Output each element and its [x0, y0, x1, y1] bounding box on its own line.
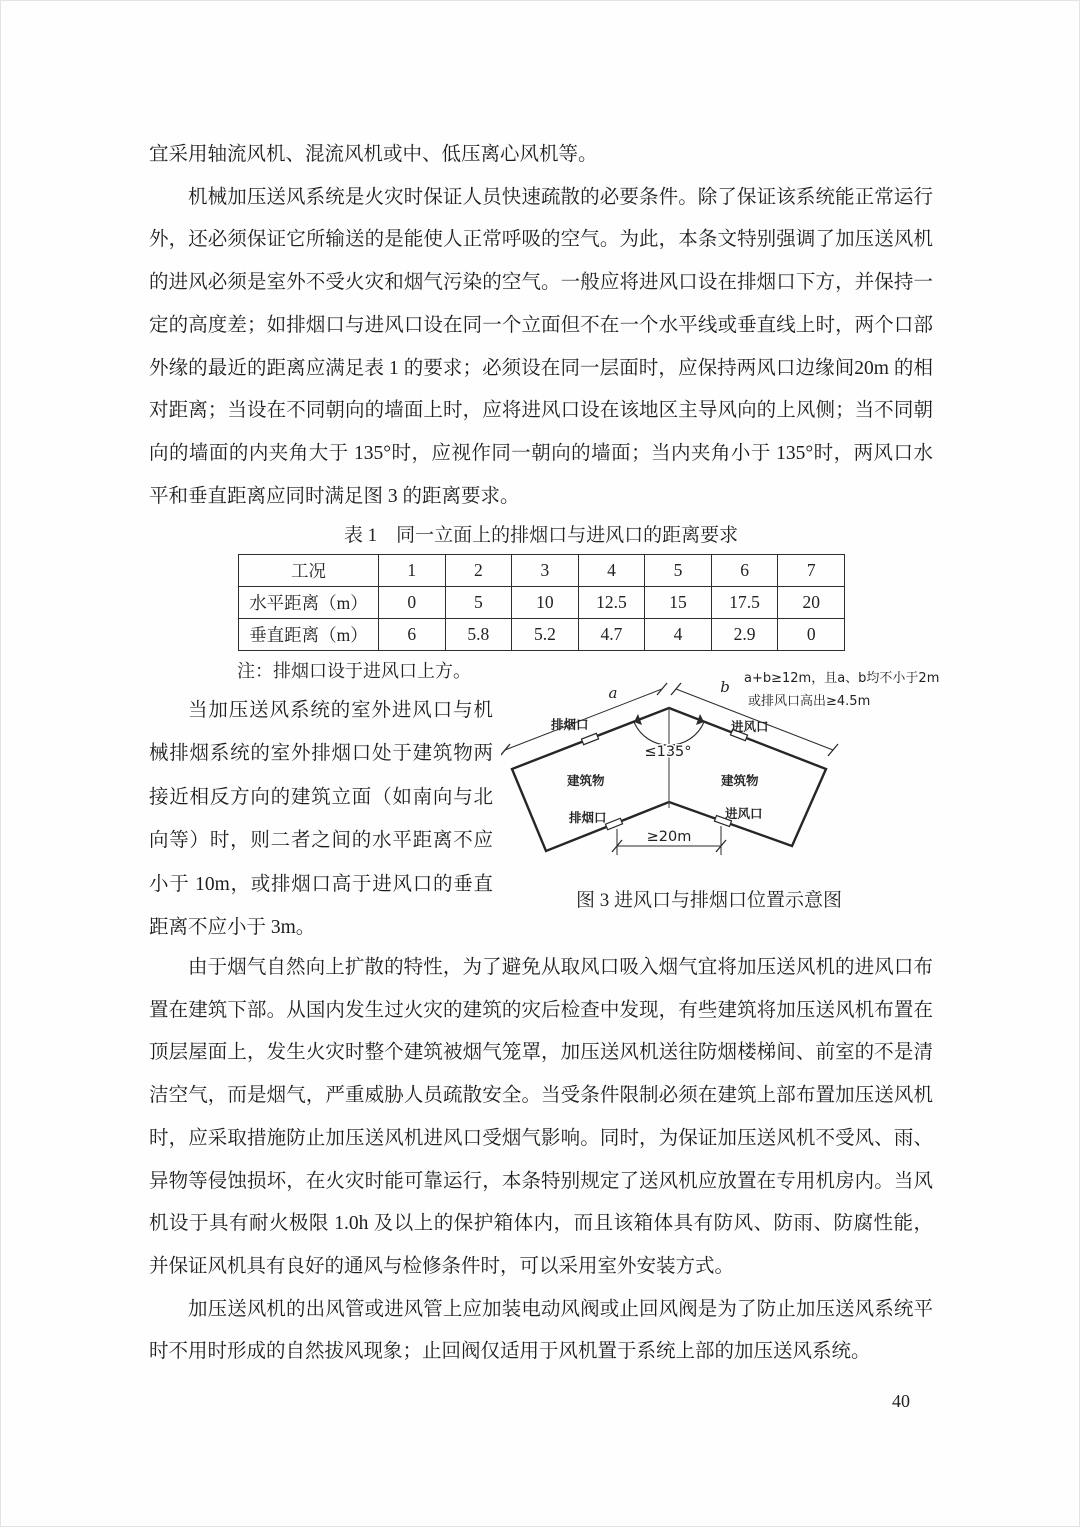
table-cell: 工况 — [239, 555, 379, 587]
annotation-height-rule: 或排风口高出≥4.5m — [748, 694, 871, 709]
table-cell: 4 — [578, 555, 645, 587]
table-cell: 5.2 — [512, 619, 579, 651]
building-left-label: 建筑物 — [567, 773, 605, 788]
paragraph-smoke-diffusion: 由于烟气自然向上扩散的特性，为了避免从取风口吸入烟气宜将加压送风机的进风口布置在建筑下部。从国内发生过火灾的建筑的灾后检查中发现，有些建筑将加压送风机布置在顶层屋面上，发生火灾时整个建筑被烟气笼罩，加压送风机送往防烟楼梯间、前室的不是清洁空气，而是烟气，严重威胁人员疏散安全。当受条件限制必须在建筑上部布置加压送风机时，应采取措施防止加压送风机进风口受烟气影响。同时，为保证加压送风机不受风、雨、异物等侵蚀损坏，在火灾时能可靠运行，本条特别规定了送风机应放置在专用机房内。当风机设于具有耐火极限 1.0h 及以上的保护箱体内，而且该箱体具有防风、防雨、防腐性能，并保证风机具有良好的通风与检修条件时，可以采用室外安装方式。 — [149, 957, 933, 1277]
table-cell: 12.5 — [578, 587, 645, 619]
smoke-outlet-top-label: 排烟口 — [551, 717, 589, 732]
dim-tick — [657, 683, 667, 695]
table-cell: 6 — [379, 619, 446, 651]
paragraph-continuation: 宜采用轴流风机、混流风机或中、低压离心风机等。 — [149, 144, 598, 165]
table-row — [239, 555, 845, 587]
table-cell: 2.9 — [711, 619, 778, 651]
top-text-block — [149, 134, 933, 518]
table-1-note: 注：排烟口设于进风口上方。 — [237, 661, 471, 681]
air-inlet-bottom-label: 进风口 — [725, 806, 763, 821]
table-cell: 5 — [445, 587, 512, 619]
dim-tick — [671, 683, 681, 695]
dim-20m-label: ≥20m — [646, 829, 692, 845]
table-cell: 10 — [512, 587, 579, 619]
table-1-title: 表 1 同一立面上的排烟口与进风口的距离要求 — [343, 525, 739, 546]
dim-b-label: b — [720, 678, 730, 696]
dim-tick — [828, 744, 838, 756]
smoke-outlet-opening-bottom — [605, 818, 622, 829]
annotation-ab-rule: a+b≥12m，且a、b均不小于2m — [744, 671, 940, 686]
table-cell: 15 — [645, 587, 712, 619]
smoke-outlet-opening-top — [581, 733, 598, 744]
left-column-text — [149, 689, 493, 949]
air-inlet-top-label: 进风口 — [731, 719, 769, 734]
table-cell: 4 — [645, 619, 712, 651]
table-cell: 垂直距离（m） — [239, 619, 379, 651]
table-cell: 3 — [512, 555, 579, 587]
paragraph-opposite-facades: 当加压送风系统的室外进风口与机械排烟系统的室外排烟口处于建筑物两接近相反方向的建筑立面（如南向与北向等）时，则二者之间的水平距离不应小于 10m，或排烟口高于进风口的垂直距离不应小于 3m。 — [149, 700, 493, 939]
page-number: 40 — [892, 1391, 910, 1411]
table-cell: 4.7 — [578, 619, 645, 651]
smoke-outlet-bottom-label: 排烟口 — [569, 810, 607, 825]
table-row — [239, 619, 845, 651]
angle-label: ≤135° — [644, 744, 692, 760]
table-cell: 2 — [445, 555, 512, 587]
table-row — [239, 587, 845, 619]
table-cell: 1 — [379, 555, 446, 587]
figure-3-diagram — [501, 655, 979, 877]
table-cell: 0 — [778, 619, 845, 651]
table-cell: 20 — [778, 587, 845, 619]
paragraph-mechanical-pressurization: 机械加压送风系统是火灾时保证人员快速疏散的必要条件。除了保证该系统能正常运行外，还必须保证它所输送的是能使人正常呼吸的空气。为此，本条文特别强调了加压送风机的进风必须是室外不受火灾和烟气污染的空气。一般应将进风口设在排烟口下方，并保持一定的高度差；如排烟口与进风口设在同一个立面但不在一个水平线或垂直线上时，两个口部外缘的最近的距离应满足表 1 的要求；必须设在同一层面时，应保持两风口边缘间20m 的相对距离；当设在不同朝向的墙面上时，应将进风口设在该地区主导风向的上风侧；当不同朝向的墙面的内夹角大于 135°时，应视作同一朝向的墙面；当内夹角小于 135°时，两风口水平和垂直距离应同时满足图 3 的距离要求。 — [149, 186, 933, 507]
table-1-distance-requirements — [238, 554, 845, 651]
table-cell: 水平距离（m） — [239, 587, 379, 619]
table-cell: 5.8 — [445, 619, 512, 651]
table-cell: 0 — [379, 587, 446, 619]
table-cell: 7 — [778, 555, 845, 587]
figure-3-caption: 图 3 进风口与排烟口位置示意图 — [575, 890, 842, 911]
dim-a-label: a — [608, 684, 618, 702]
building-right-label: 建筑物 — [721, 773, 759, 788]
table-cell: 17.5 — [711, 587, 778, 619]
table-cell: 6 — [711, 555, 778, 587]
bottom-text-block — [149, 947, 933, 1374]
table-cell: 5 — [645, 555, 712, 587]
dim-tick — [501, 744, 510, 756]
paragraph-check-valve: 加压送风机的出风管或进风管上应加装电动风阀或止回风阀是为了防止加压送风系统平时不用时形成的自然拔风现象；止回阀仅适用于风机置于系统上部的加压送风系统。 — [149, 1298, 933, 1363]
